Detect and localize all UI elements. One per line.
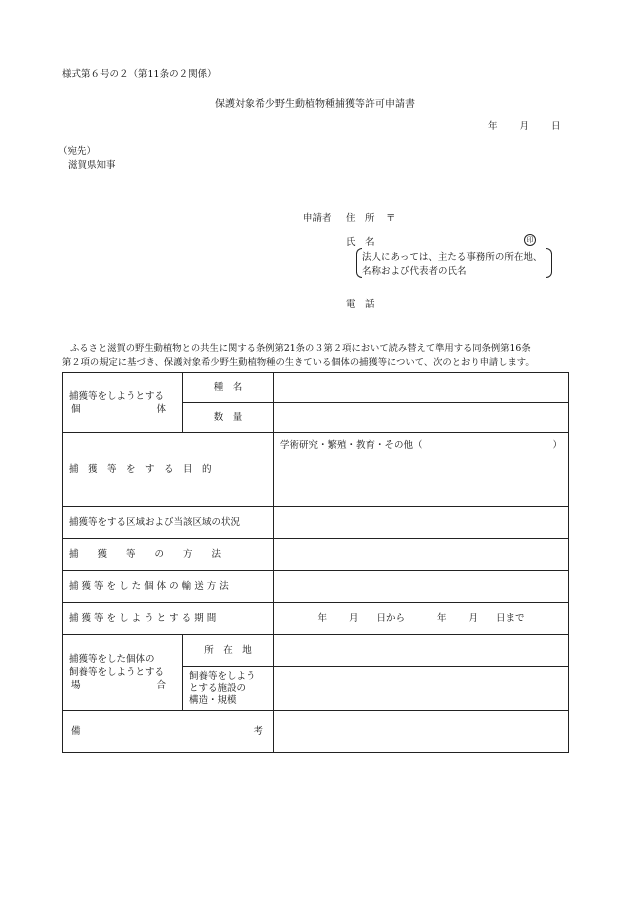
period-month2: 月 xyxy=(468,613,479,624)
form-number: 様式第６号の２（第11条の２関係） xyxy=(62,69,217,80)
date-month: 月 xyxy=(519,121,530,132)
period-year1: 年 xyxy=(317,613,327,624)
corporate-note-line2: 名称および代表者の氏名 xyxy=(362,266,467,277)
body-text-line2: 第２項の規定に基づき、保護対象希少野生動植物種の生きている個体の捕獲等について、次のとおり申請します。 xyxy=(62,357,535,368)
remarks-field[interactable] xyxy=(274,711,569,753)
facility-label-line2: とする施設の xyxy=(189,682,247,694)
body-text-line1: ふるさと滋賀の野生動植物との共生に関する条例第21条の３第２項において読み替えて準用する同条例第16条 xyxy=(70,343,531,354)
keeping-label-char1: 場 xyxy=(71,680,81,691)
facility-label xyxy=(183,667,274,711)
keeping-label xyxy=(63,635,183,711)
seal-mark: 印 xyxy=(524,234,536,246)
date-line xyxy=(488,118,561,132)
area-field[interactable] xyxy=(274,507,569,539)
purpose-close: ） xyxy=(552,440,562,451)
transport-field[interactable] xyxy=(274,571,569,603)
species-field[interactable] xyxy=(274,373,569,403)
area-label: 捕獲等をする区域および当該区域の状況 xyxy=(63,507,274,539)
purpose-field[interactable] xyxy=(274,433,569,507)
period-label: 捕 獲 等 を し よ う と す る 期 間 xyxy=(63,603,274,635)
location-label: 所 在 地 xyxy=(183,635,274,667)
corporate-note-line1: 法人にあっては、主たる事務所の所在地、 xyxy=(362,252,543,263)
keeping-label-line2: 飼養等をしようとする xyxy=(69,667,165,678)
individual-label-line1: 捕獲等をしようとする xyxy=(69,390,165,402)
period-year2: 年 xyxy=(437,613,447,624)
remarks-label-char1: 備 xyxy=(71,726,81,737)
address-label: 住 所 xyxy=(346,213,375,224)
postal-mark: 〒 xyxy=(386,213,396,224)
keeping-label-char2: 合 xyxy=(156,680,166,691)
keeping-label-line1: 捕獲等をした個体の xyxy=(69,654,155,665)
corporate-note xyxy=(356,248,552,278)
individual-label-char2: 体 xyxy=(156,403,166,415)
date-year: 年 xyxy=(488,121,498,132)
purpose-label: 捕 獲 等 を す る 目 的 xyxy=(63,433,274,507)
facility-label-line3: 構造・規模 xyxy=(189,694,237,706)
applicant-role: 申請者 xyxy=(303,213,332,224)
phone-label: 電 話 xyxy=(346,299,375,310)
individual-label xyxy=(63,373,183,433)
purpose-options: 学術研究・繁殖・教育・その他（ xyxy=(280,440,423,451)
period-field[interactable] xyxy=(274,603,569,635)
application-table xyxy=(62,372,569,753)
species-label: 種 名 xyxy=(183,373,274,403)
date-day: 日 xyxy=(551,121,561,132)
period-day-from: 日から xyxy=(376,613,405,624)
method-field[interactable] xyxy=(274,539,569,571)
quantity-label: 数 量 xyxy=(183,403,274,433)
addressee-label: （宛先） xyxy=(58,146,97,157)
quantity-field[interactable] xyxy=(274,403,569,433)
individual-label-char1: 個 xyxy=(71,403,81,415)
remarks-label-char2: 考 xyxy=(253,726,263,737)
method-label: 捕 獲 等 の 方 法 xyxy=(63,539,274,571)
remarks-label xyxy=(63,711,274,753)
location-field[interactable] xyxy=(274,635,569,667)
period-month1: 月 xyxy=(348,613,359,624)
period-day-to: 日まで xyxy=(496,613,525,624)
form-title: 保護対象希少野生動植物種捕獲等許可申請書 xyxy=(215,99,415,110)
facility-label-line1: 飼養等をしよう xyxy=(189,670,256,682)
facility-field[interactable] xyxy=(274,667,569,711)
addressee-name: 滋賀県知事 xyxy=(68,160,116,171)
transport-label: 捕 獲 等 を し た 個 体 の 輸 送 方 法 xyxy=(63,571,274,603)
name-label: 氏 名 xyxy=(346,237,375,248)
